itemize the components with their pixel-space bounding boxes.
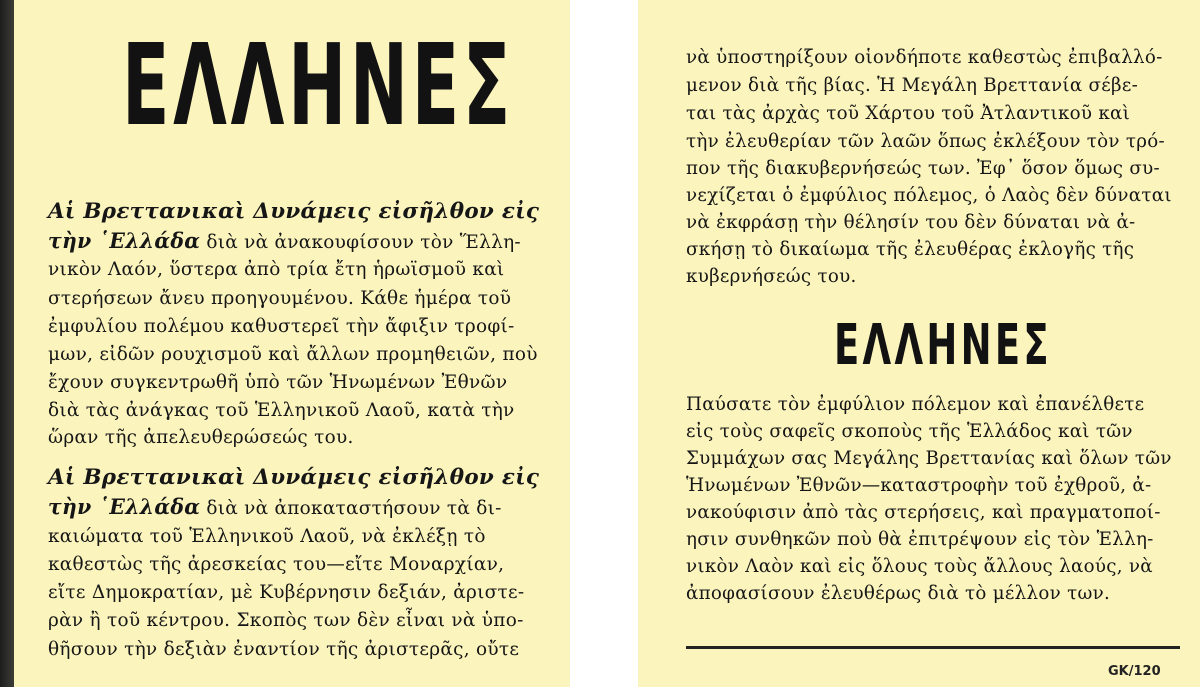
text-line: τὴν ἐλευθερίαν τῶν λαῶν ὅπως ἐκλέξουν τὸν τρό- <box>686 130 1166 152</box>
text-line: ται τὰς ἀρχὰς τοῦ Χάρτου τοῦ Ἀτλαντικοῦ καὶ <box>686 102 1131 124</box>
text-line: καιώματα τοῦ Ἑλληνικοῦ Λαοῦ, νὰ ἐκλέξῃ τὸ <box>48 525 486 547</box>
text-line: νικὸν Λαόν, ὕστερα ἀπὸ τρία ἔτη ἡρωϊσμοῦ καὶ <box>48 258 505 280</box>
text-line: μων, εἰδῶν ρουχισμοῦ καὶ ἄλλων προμηθειῶν, ποὺ <box>48 343 538 365</box>
text-line: κυβερνήσεώς του. <box>686 265 857 287</box>
page-gap <box>570 0 638 687</box>
text-line: εἰς τοὺς σαφεῖς σκοποὺς τῆς Ἑλλάδος καὶ τῶν <box>686 420 1133 442</box>
text-line: νεχίζεται ὁ ἐμφύλιος πόλεμος, ὁ Λαὸς δὲν δύναται <box>686 184 1172 206</box>
text-line: ἔχουν συγκεντρωθῆ ὑπὸ τῶν Ἡνωμένων Ἐθνῶν <box>48 371 508 393</box>
text-line <box>48 466 539 488</box>
text-line: ρὰν ἢ τοῦ κέντρου. Σκοπὸς των δὲν εἶναι νὰ ὑπο- <box>48 609 524 631</box>
text-line: τὴν ῾Ελλάδα διὰ νὰ ἀνακουφίσουν τὸν Ἕλλη- <box>48 228 521 253</box>
text-line: εἴτε Δημοκρατίαν, μὲ Κυβέρνησιν δεξιάν, ἀριστε- <box>48 581 525 603</box>
text-line: θῆσουν τὴν δεξιὰν ἐναντίον τῆς ἀριστερᾶς, οὔτε <box>48 638 520 660</box>
text-line: στερήσεων ἄνευ προηγουμένου. Κάθε ἡμέρα τοῦ <box>48 287 512 309</box>
text-line: ησιν συνθηκῶν ποὺ θὰ ἐπιτρέψουν εἰς τὸν Ἑλλη- <box>686 528 1154 550</box>
text-line: διὰ τὰς ἀνάγκας τοῦ Ἑλληνικοῦ Λαοῦ, κατὰ τὴν <box>48 399 515 421</box>
text-line: καθεστὼς τῆς ἀρεσκείας του—εἴτε Μοναρχίαν, <box>48 553 505 575</box>
text-line: νὰ ὑποστηρίξουν οἱονδήποτε καθεστὼς ἐπιβαλλό- <box>686 46 1163 68</box>
lead-text: Αἱ Βρεττανικαὶ Δυνάμεις εἰσῆλθον εἰς <box>48 198 540 223</box>
leaflet-code: GK/120 <box>1108 664 1161 679</box>
text-line: Συμμάχων σας Μεγάλης Βρεττανίας καὶ ὅλων τῶν <box>686 447 1172 469</box>
leaflet-page-left <box>14 0 570 687</box>
lead-text: τὴν ῾Ελλάδα <box>48 228 201 253</box>
text-line: νακούφισιν ἀπὸ τὰς στερήσεις, καὶ πραγματοποί- <box>686 501 1161 523</box>
leaflet-page-right <box>638 0 1200 687</box>
text-line: σκήσῃ τὸ δικαίωμα τῆς ἐλευθέρας ἐκλογῆς τῆς <box>686 238 1135 260</box>
text-line: νὰ ἐκφράσῃ τὴν θέλησίν του δὲν δύναται νὰ ἀ- <box>686 211 1136 233</box>
text-line: ἀποφασίσουν ἐλευθέρως διὰ τὸ μέλλον των. <box>686 582 1111 604</box>
text-line: Ἡνωμένων Ἐθνῶν—καταστροφὴν τοῦ ἐχθροῦ, ἀ- <box>686 474 1152 496</box>
lead-text: Αἱ Βρεττανικαὶ Δυνάμεις εἰσῆλθον εἰς <box>48 464 540 489</box>
text-line: ὥραν τῆς ἀπελευθερώσεώς του. <box>48 426 354 448</box>
text-line: μενον διὰ τῆς βίας. Ἡ Μεγάλη Βρεττανία σέβε- <box>686 74 1139 96</box>
section-title: ΕΛΛΗΝΕΣ <box>834 313 1052 378</box>
text-line: νικὸν Λαὸν καὶ εἰς ὅλους τοὺς ἄλλους λαούς, νὰ <box>686 555 1153 577</box>
text-line: τὴν ῾Ελλάδα διὰ νὰ ἀποκαταστήσουν τὰ δι- <box>48 494 502 519</box>
horizontal-rule <box>686 646 1180 649</box>
text-line <box>48 200 539 222</box>
page-title: ΕΛΛΗΝΕΣ <box>122 21 515 151</box>
text-line: Παύσατε τὸν ἐμφύλιον πόλεμον καὶ ἐπανέλθετε <box>686 393 1145 415</box>
text-line: ἐμφυλίου πολέμου καθυστερεῖ τὴν ἄφιξιν τροφί- <box>48 315 515 337</box>
lead-text: τὴν ῾Ελλάδα <box>48 494 201 519</box>
text-line: πον τῆς διακυβερνήσεώς των. Ἐφ᾽ ὅσον ὅμως συ- <box>686 157 1160 179</box>
